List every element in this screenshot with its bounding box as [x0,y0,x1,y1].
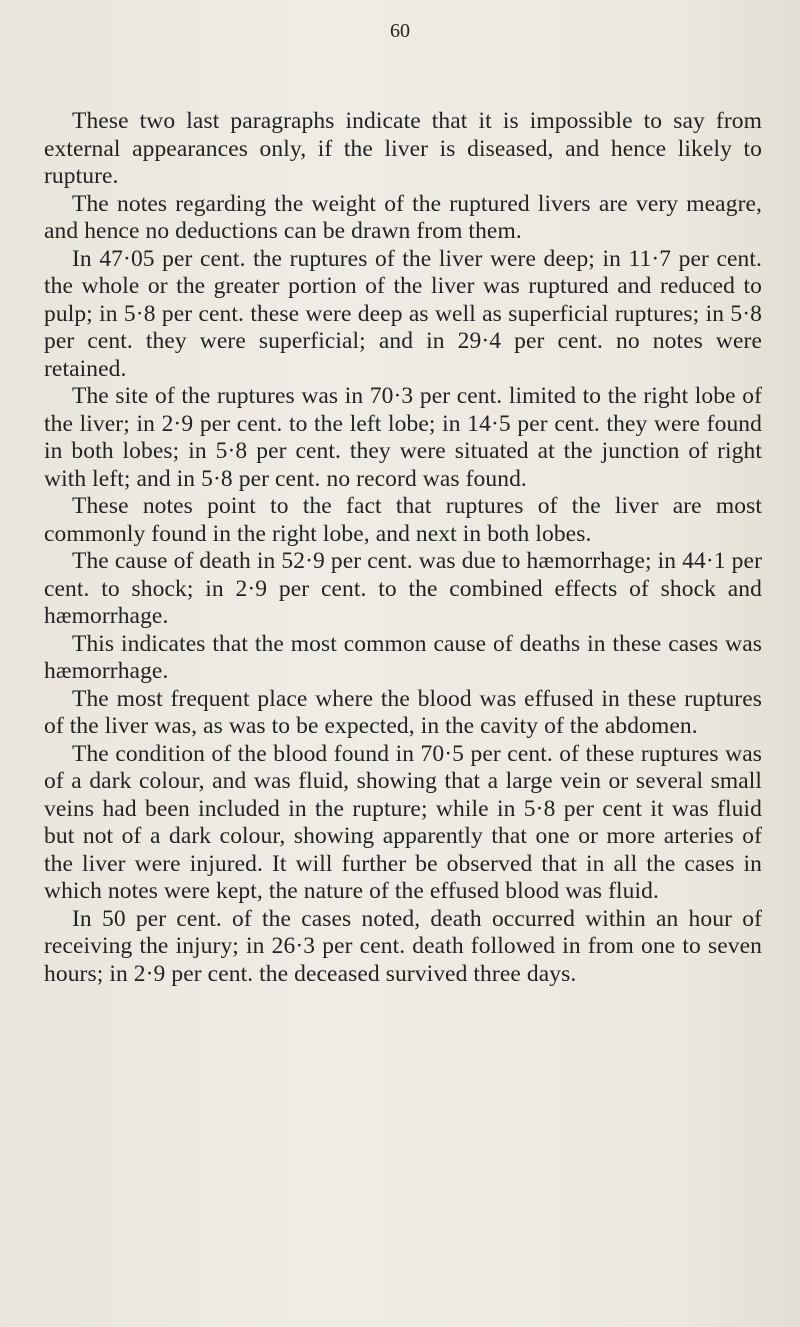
paragraph: The notes regarding the weight of the ruptured livers are very meagre, and hence no deductions can be drawn from them. [44,190,762,244]
paragraph: In 50 per cent. of the cases noted, death occurred within an hour of receiving the injury; in 26·3 per cent. death followed in from one to seven hours; in 2·9 per cent. the deceased survived three days. [44,905,762,987]
paragraph: These notes point to the fact that ruptures of the liver are most commonly found in the right lobe, and next in both lobes. [44,493,762,547]
paragraph: The most frequent place where the blood was effused in these ruptures of the liver was, as was to be expected, in the cavity of the abdomen. [44,685,762,739]
paragraph: The condition of the blood found in 70·5 per cent. of these ruptures was of a dark colour, and was fluid, showing that a large vein or several small veins had been included in the rupture; while in 5·8 per cent it was fluid but not of a dark colour, showing apparently that one or more arteries of the liver were injured. It will further be observed that in all the cases in which notes were kept, the nature of the effused blood was fluid. [44,740,762,904]
paragraph: This indicates that the most common cause of deaths in these cases was hæmorrhage. [44,630,762,684]
page-number: 60 [390,20,410,42]
body-text [44,108,762,988]
paragraph: The cause of death in 52·9 per cent. was due to hæmorrhage; in 44·1 per cent. to shock; in 2·9 per cent. to the combined effects of shock and hæmorrhage. [44,548,762,629]
paragraph: The site of the ruptures was in 70·3 per cent. limited to the right lobe of the liver; in 2·9 per cent. to the left lobe; in 14·5 per cent. they were found in both lobes; in 5·8 per cent. they were situated at the junction of right with left; and in 5·8 per cent. no record was found. [44,383,762,492]
paragraph: In 47·05 per cent. the ruptures of the liver were deep; in 11·7 per cent. the whole or the greater portion of the liver was ruptured and reduced to pulp; in 5·8 per cent. these were deep as well as superficial ruptures; in 5·8 per cent. they were superficial; and in 29·4 per cent. no notes were retained. [44,245,762,382]
paragraph: These two last paragraphs indicate that it is impossible to say from external appearances only, if the liver is diseased, and hence likely to rupture. [44,108,762,189]
